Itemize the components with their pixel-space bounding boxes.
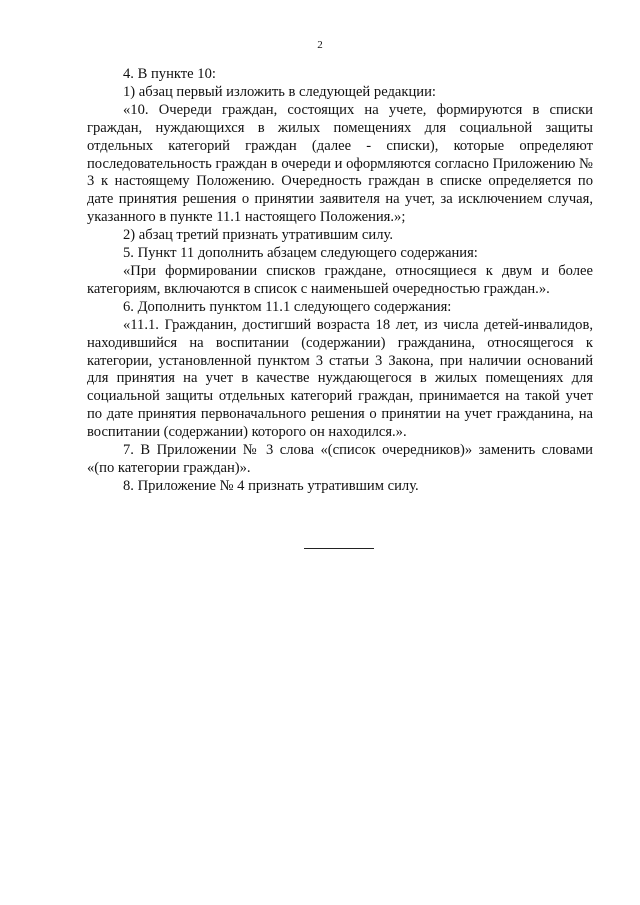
- paragraph-item-7: 7. В Приложении № 3 слова «(список очередников)» заменить словами «(по категории граждан)».: [87, 442, 593, 476]
- end-divider-line: [304, 548, 374, 549]
- paragraph-item-5: 5. Пункт 11 дополнить абзацем следующего содержания:: [123, 245, 478, 262]
- paragraph-item-6: 6. Дополнить пунктом 11.1 следующего содержания:: [123, 298, 452, 315]
- paragraph-item-4: 4. В пункте 10:: [123, 66, 216, 82]
- document-body: [87, 66, 593, 496]
- paragraph-subitem-2: 2) абзац третий признать утратившим силу.: [123, 227, 393, 244]
- paragraph-quote-11-1: «11.1. Гражданин, достигший возраста 18 лет, из числа детей-инвалидов, находившийся на воспитании (содержании) гражданина, относящегося к категории, установленной пунктом 3 статьи 3 Закона, при наличии оснований для принятия на учет в качестве нуждающегося в жилых помещениях для социальной защиты отдельных категорий граждан, принимается на такой учет по дате принятия первоначального решения о принятии на учет гражданина, на воспитании (содержании) которого он находился.».: [87, 316, 593, 441]
- paragraph-subitem-1: 1) абзац первый изложить в следующей редакции:: [123, 83, 436, 100]
- paragraph-item-8: 8. Приложение № 4 признать утратившим силу.: [123, 477, 419, 494]
- paragraph-quote-10: «10. Очереди граждан, состоящих на учете, формируются в списки граждан, нуждающихся в жилых помещениях для социальной защиты отдельных категорий граждан (далее - списки), которые определяют последовательность граждан в очереди и оформляются согласно Приложению № 3 к настоящему Положению. Очередность граждан в списке определяется по дате принятия решения о принятии заявителя на учет, за исключением случая, указанного в пункте 11.1 настоящего Положения.»;: [87, 101, 593, 226]
- page-number: 2: [317, 39, 323, 51]
- paragraph-quote-11: «При формировании списков граждане, относящиеся к двум и более категориям, включаются в список с наименьшей очередностью граждан.».: [87, 262, 593, 297]
